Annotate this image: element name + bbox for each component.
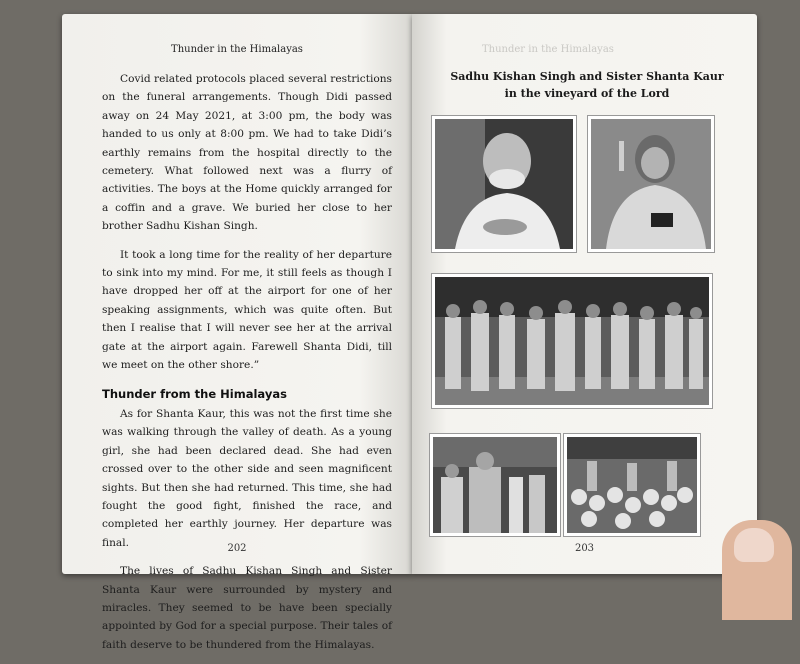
paragraph: Covid related protocols placed several restrictions on the funeral arrangements. Though Didi passed away on 24 May 2021, at 3:00 pm, the body was handed to us only at 8:00 pm. We had to take Didi’s earthly remains from the hospital directly to the cemetery. What followed next was a flurry of activities. The boys at the Home quickly arranged for a coffin and a grave. We buried her close to her brother Sadhu Kishan Singh. — [102, 73, 392, 233]
portrait-photo-man — [432, 116, 576, 252]
running-head: Thunder in the Himalayas — [171, 44, 303, 55]
open-book — [62, 14, 762, 651]
paragraph: As for Shanta Kaur, this was not the first time she was walking through the valley of death. As a young girl, she had been declared dead. She had even crossed over to the other side and seen magnificent sights. But then she had returned. This time, she had fought the good fight, finished the race, and completed her earthly journey. Her departure was final. — [102, 407, 392, 549]
paragraph: It took a long time for the reality of her departure to sink into my mind. For me, it still feels as though I have dropped her off at the airport for one of her speaking assignments, which was quite often. But then I realise that I will never see her at the arrival gate at the airport again. Farewell Shanta Didi, till we meet on the other shore.” — [102, 248, 392, 372]
portrait-photo-woman — [588, 116, 714, 252]
running-head-bleedthrough: Thunder in the Himalayas — [482, 44, 614, 55]
body-text — [102, 70, 392, 664]
photo-caption — [432, 68, 742, 102]
page-number: 202 — [227, 543, 247, 554]
thumbnail — [734, 528, 774, 562]
children-group-photo — [564, 434, 700, 536]
right-page — [412, 14, 757, 574]
subheading: Thunder from the Himalayas — [102, 386, 287, 401]
group-photo-indoor — [430, 434, 560, 536]
group-photo-outdoor — [432, 274, 712, 408]
left-page — [62, 14, 412, 651]
paragraph: The lives of Sadhu Kishan Singh and Sister Shanta Kaur were surrounded by mystery and miracles. They seemed to be have been specially appointed by God for a special purpose. Their tales of faith deserve to be thundered from the Himalayas. — [102, 565, 392, 651]
caption-line: Sadhu Kishan Singh and Sister Shanta Kaur — [450, 70, 724, 83]
caption-line: in the vineyard of the Lord — [504, 87, 670, 100]
page-number: 203 — [574, 543, 595, 554]
